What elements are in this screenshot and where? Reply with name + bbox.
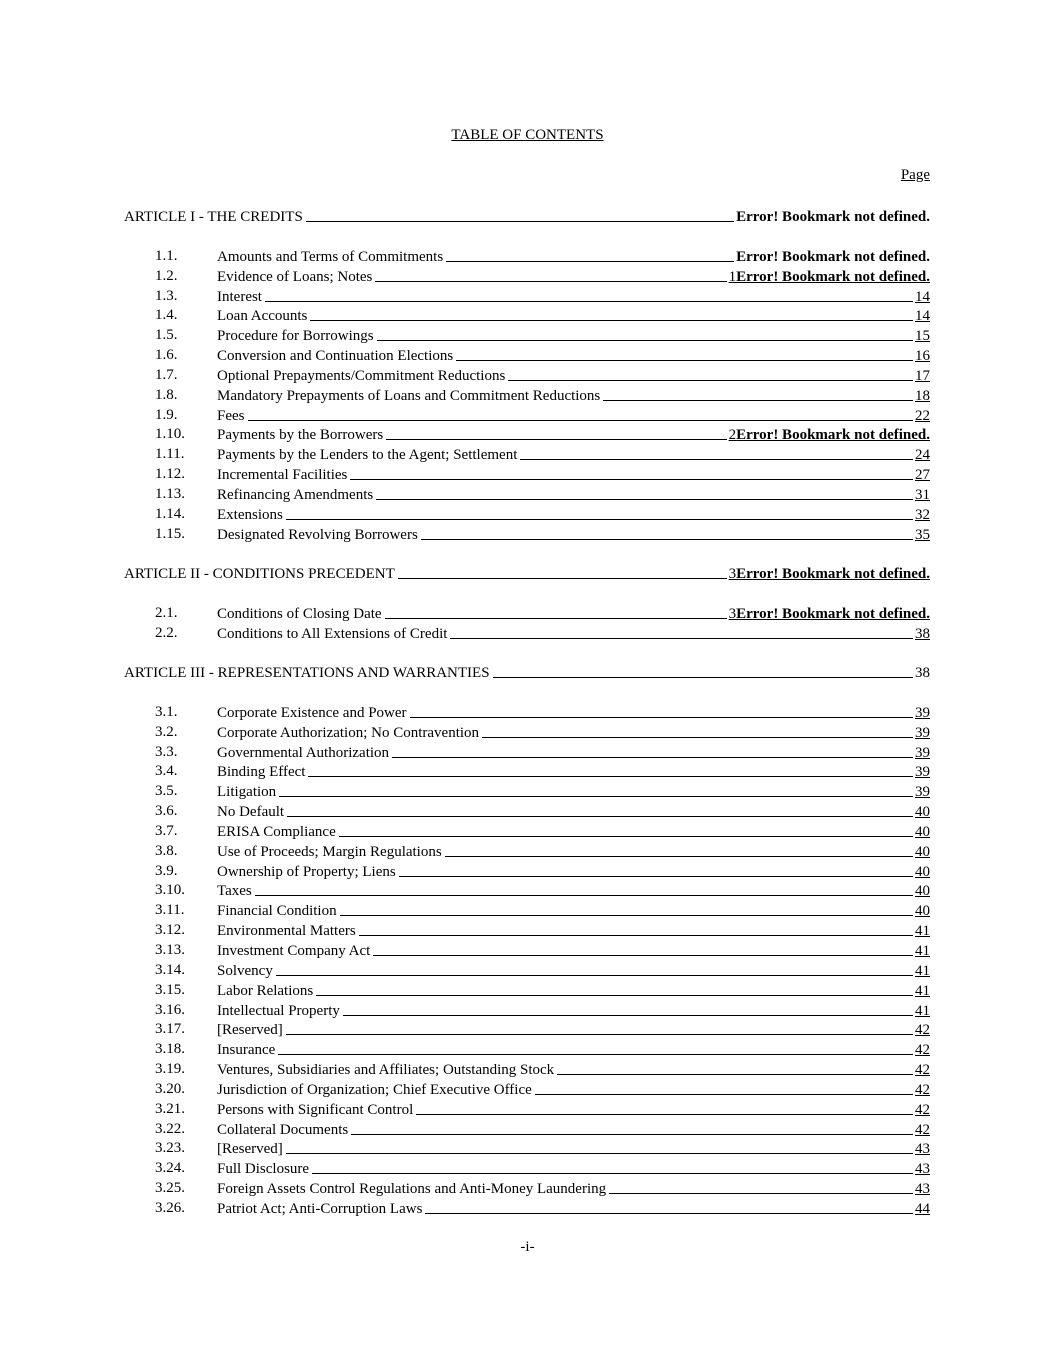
dot-leader: [421, 538, 913, 540]
article-3-sections: [124, 702, 930, 1218]
toc-entry[interactable]: [124, 900, 930, 920]
dot-leader: [287, 815, 913, 817]
toc-entry[interactable]: [124, 1000, 930, 1020]
dot-leader: [286, 518, 913, 520]
toc-entry[interactable]: [124, 742, 930, 762]
section-page: 15: [915, 328, 930, 345]
toc-entry[interactable]: [124, 920, 930, 940]
section-page: 41: [915, 982, 930, 999]
section-page: 41: [915, 942, 930, 959]
dot-leader: [248, 419, 914, 421]
section-page: 1Error! Bookmark not defined.: [728, 268, 930, 285]
toc-title: TABLE OF CONTENTS: [451, 127, 604, 143]
section-title: Loan Accounts: [217, 308, 308, 325]
section-number: 1.3.: [155, 287, 178, 304]
dot-leader: [456, 359, 913, 361]
toc-entry[interactable]: [124, 722, 930, 742]
dot-leader: [343, 1014, 913, 1016]
section-title: Procedure for Borrowings: [217, 328, 374, 345]
section-page: 18: [915, 387, 930, 404]
section-title: Corporate Authorization; No Contravention: [217, 724, 480, 741]
section-title: Conditions of Closing Date: [217, 605, 382, 622]
toc-entry[interactable]: [124, 861, 930, 881]
dot-leader: [425, 1212, 913, 1214]
section-title: Taxes: [217, 883, 252, 900]
section-number: 1.2.: [155, 267, 178, 284]
toc-entry[interactable]: [124, 266, 930, 286]
section-number: 3.18.: [155, 1041, 185, 1058]
dot-leader: [265, 300, 913, 302]
section-page: 14: [915, 308, 930, 325]
section-title: Mandatory Prepayments of Loans and Commitment Reductions: [217, 387, 601, 404]
toc-entry[interactable]: [124, 781, 930, 801]
section-number: 3.9.: [155, 862, 178, 879]
section-number: 3.20.: [155, 1080, 185, 1097]
toc-entry[interactable]: [124, 841, 930, 861]
section-title: No Default: [217, 804, 285, 821]
dot-leader: [316, 994, 913, 996]
section-page: 24: [915, 447, 930, 464]
dot-leader: [306, 220, 734, 222]
section-number: 1.4.: [155, 307, 178, 324]
section-page: 43: [915, 1181, 930, 1198]
section-page: 43: [915, 1161, 930, 1178]
section-title: Interest: [217, 288, 262, 305]
section-number: 3.14.: [155, 961, 185, 978]
toc-entry[interactable]: [124, 306, 930, 326]
toc-entry[interactable]: [124, 821, 930, 841]
section-page: 42: [915, 1062, 930, 1079]
section-page: 39: [915, 724, 930, 741]
section-page: 22: [915, 407, 930, 424]
article-3-label: ARTICLE III - REPRESENTATIONS AND WARRANTIES: [124, 665, 490, 681]
article-2-label: ARTICLE II - CONDITIONS PRECEDENT: [124, 566, 395, 582]
section-page: 40: [915, 804, 930, 821]
section-title: ERISA Compliance: [217, 823, 336, 840]
toc-entry[interactable]: [124, 1119, 930, 1139]
toc-entry[interactable]: [124, 246, 930, 266]
section-page: 40: [915, 883, 930, 900]
section-number: 3.8.: [155, 842, 178, 859]
dot-leader: [310, 319, 913, 321]
article-3-page: 38: [915, 665, 930, 681]
article-1-heading[interactable]: [124, 206, 930, 226]
dot-leader: [450, 637, 913, 639]
dot-leader: [520, 458, 913, 460]
article-1-page: Error! Bookmark not defined.: [736, 209, 930, 225]
section-number: 1.11.: [155, 446, 185, 463]
section-page: 39: [915, 784, 930, 801]
toc-entry[interactable]: [124, 603, 930, 623]
dot-leader: [398, 577, 727, 579]
section-page: 41: [915, 923, 930, 940]
toc-entry[interactable]: [124, 425, 930, 445]
section-title: Solvency: [217, 962, 273, 979]
toc-entry[interactable]: [124, 286, 930, 306]
toc-entry[interactable]: [124, 385, 930, 405]
toc-entry[interactable]: [124, 325, 930, 345]
article-1-label: ARTICLE I - THE CREDITS: [124, 209, 303, 225]
section-title: Ventures, Subsidiaries and Affiliates; Outstanding Stock: [217, 1062, 555, 1079]
toc-entry[interactable]: [124, 524, 930, 544]
dot-leader: [286, 1033, 913, 1035]
section-page: 39: [915, 704, 930, 721]
section-title: Conditions to All Extensions of Credit: [217, 625, 448, 642]
toc-entry[interactable]: [124, 345, 930, 365]
dot-leader: [416, 1113, 913, 1115]
section-number: 3.22.: [155, 1120, 185, 1137]
section-title: Binding Effect: [217, 764, 306, 781]
section-title: Payments by the Borrowers: [217, 427, 384, 444]
toc-entry[interactable]: [124, 1020, 930, 1040]
toc-entry[interactable]: [124, 762, 930, 782]
section-page: 2Error! Bookmark not defined.: [728, 427, 930, 444]
section-title: [Reserved]: [217, 1141, 283, 1158]
section-page: 40: [915, 843, 930, 860]
section-number: 3.21.: [155, 1100, 185, 1117]
section-title: Extensions: [217, 506, 283, 523]
dot-leader: [308, 775, 913, 777]
section-page: 42: [915, 1101, 930, 1118]
section-title: Designated Revolving Borrowers: [217, 526, 418, 543]
section-page: 32: [915, 506, 930, 523]
dot-leader: [410, 716, 913, 718]
section-title: Insurance: [217, 1042, 276, 1059]
section-page: Error! Bookmark not defined.: [736, 248, 930, 265]
section-number: 1.8.: [155, 386, 178, 403]
toc-entry[interactable]: [124, 405, 930, 425]
dot-leader: [255, 894, 913, 896]
toc-entry[interactable]: [124, 881, 930, 901]
section-title: Jurisdiction of Organization; Chief Executive Office: [217, 1081, 532, 1098]
toc-entry[interactable]: [124, 1198, 930, 1218]
section-title: Governmental Authorization: [217, 744, 390, 761]
section-page: 42: [915, 1042, 930, 1059]
section-page: 43: [915, 1141, 930, 1158]
toc-entry[interactable]: [124, 504, 930, 524]
toc-entry[interactable]: [124, 1139, 930, 1159]
section-number: 3.15.: [155, 981, 185, 998]
dot-leader: [339, 835, 913, 837]
section-number: 1.13.: [155, 485, 185, 502]
section-page: 3Error! Bookmark not defined.: [728, 605, 930, 622]
section-page: 41: [915, 1002, 930, 1019]
section-page: 17: [915, 367, 930, 384]
section-number: 1.10.: [155, 426, 185, 443]
section-title: Patriot Act; Anti-Corruption Laws: [217, 1200, 423, 1217]
dot-leader: [312, 1172, 913, 1174]
dot-leader: [493, 676, 913, 678]
toc-entry[interactable]: [124, 464, 930, 484]
section-title: Corporate Existence and Power: [217, 704, 407, 721]
article-2-sections: [124, 603, 930, 643]
section-title: Litigation: [217, 784, 277, 801]
toc-entry[interactable]: [124, 1059, 930, 1079]
dot-leader: [603, 399, 913, 401]
section-number: 3.5.: [155, 783, 178, 800]
dot-leader: [279, 795, 913, 797]
dot-leader: [399, 875, 913, 877]
section-title: Labor Relations: [217, 982, 314, 999]
section-number: 3.16.: [155, 1001, 185, 1018]
section-number: 3.12.: [155, 922, 185, 939]
section-number: 1.9.: [155, 406, 178, 423]
toc-entry[interactable]: [124, 702, 930, 722]
toc-entry[interactable]: [124, 960, 930, 980]
toc-entry[interactable]: [124, 1079, 930, 1099]
toc-entry[interactable]: [124, 801, 930, 821]
section-title: Environmental Matters: [217, 923, 356, 940]
article-2-page: 3Error! Bookmark not defined.: [728, 566, 930, 582]
section-title: Amounts and Terms of Commitments: [217, 248, 444, 265]
section-page: 14: [915, 288, 930, 305]
section-title: Conversion and Continuation Elections: [217, 348, 454, 365]
dot-leader: [508, 379, 913, 381]
section-page: 42: [915, 1081, 930, 1098]
section-number: 1.1.: [155, 247, 178, 264]
dot-leader: [375, 280, 726, 282]
section-page: 41: [915, 962, 930, 979]
section-page: 35: [915, 526, 930, 543]
section-page: 44: [915, 1200, 930, 1217]
section-title: Use of Proceeds; Margin Regulations: [217, 843, 442, 860]
toc-entry[interactable]: [124, 1039, 930, 1059]
toc-entry[interactable]: [124, 1099, 930, 1119]
dot-leader: [276, 974, 913, 976]
section-page: 27: [915, 467, 930, 484]
toc-entry[interactable]: [124, 1178, 930, 1198]
article-2-block: [124, 563, 930, 583]
dot-leader: [392, 756, 913, 758]
section-number: 1.7.: [155, 366, 178, 383]
dot-leader: [535, 1093, 913, 1095]
dot-leader: [351, 1133, 913, 1135]
section-number: 3.4.: [155, 763, 178, 780]
section-title: Ownership of Property; Liens: [217, 863, 396, 880]
section-number: 3.24.: [155, 1160, 185, 1177]
section-number: 3.2.: [155, 723, 178, 740]
dot-leader: [340, 914, 913, 916]
dot-leader: [609, 1192, 913, 1194]
toc-entry[interactable]: [124, 940, 930, 960]
toc-entry[interactable]: [124, 623, 930, 643]
article-3-heading[interactable]: [124, 662, 930, 682]
section-number: 2.1.: [155, 604, 178, 621]
toc-entry[interactable]: [124, 365, 930, 385]
section-number: 1.6.: [155, 347, 178, 364]
page-number: -i-: [520, 1239, 535, 1255]
dot-leader: [376, 498, 913, 500]
section-number: 3.1.: [155, 703, 178, 720]
section-title: Persons with Significant Control: [217, 1101, 414, 1118]
section-title: [Reserved]: [217, 1022, 283, 1039]
section-title: Financial Condition: [217, 903, 337, 920]
dot-leader: [482, 736, 913, 738]
section-page: 38: [915, 625, 930, 642]
section-page: 40: [915, 903, 930, 920]
dot-leader: [350, 478, 913, 480]
dot-leader: [446, 260, 734, 262]
section-number: 1.5.: [155, 327, 178, 344]
dot-leader: [377, 339, 913, 341]
section-number: 1.15.: [155, 525, 185, 542]
article-3-block: [124, 662, 930, 682]
section-page: 39: [915, 764, 930, 781]
dot-leader: [278, 1053, 913, 1055]
section-title: Evidence of Loans; Notes: [217, 268, 373, 285]
section-page: 31: [915, 486, 930, 503]
section-title: Investment Company Act: [217, 942, 371, 959]
section-page: 40: [915, 863, 930, 880]
section-title: Foreign Assets Control Regulations and Anti-Money Laundering: [217, 1181, 607, 1198]
section-number: 3.13.: [155, 941, 185, 958]
toc-entry[interactable]: [124, 444, 930, 464]
section-number: 2.2.: [155, 624, 178, 641]
section-title: Fees: [217, 407, 245, 424]
section-page: 40: [915, 823, 930, 840]
dot-leader: [359, 934, 913, 936]
article-1-sections: [124, 246, 930, 544]
section-number: 3.6.: [155, 803, 178, 820]
dot-leader: [385, 617, 727, 619]
toc-entry[interactable]: [124, 484, 930, 504]
section-title: Full Disclosure: [217, 1161, 310, 1178]
section-number: 3.25.: [155, 1180, 185, 1197]
section-title: Refinancing Amendments: [217, 486, 374, 503]
section-number: 3.7.: [155, 822, 178, 839]
section-page: 16: [915, 348, 930, 365]
section-number: 3.11.: [155, 902, 185, 919]
section-number: 1.14.: [155, 505, 185, 522]
section-number: 3.26.: [155, 1199, 185, 1216]
section-title: Optional Prepayments/Commitment Reductions: [217, 367, 506, 384]
section-page: 39: [915, 744, 930, 761]
section-number: 3.3.: [155, 743, 178, 760]
section-number: 1.12.: [155, 466, 185, 483]
toc-entry[interactable]: [124, 980, 930, 1000]
dot-leader: [557, 1073, 913, 1075]
section-number: 3.10.: [155, 882, 185, 899]
article-1-block: [124, 206, 930, 226]
section-number: 3.17.: [155, 1021, 185, 1038]
page-column-label: Page: [900, 167, 930, 183]
dot-leader: [445, 855, 913, 857]
section-title: Incremental Facilities: [217, 467, 348, 484]
article-2-heading[interactable]: [124, 563, 930, 583]
dot-leader: [286, 1152, 913, 1154]
section-title: Collateral Documents: [217, 1121, 349, 1138]
dot-leader: [373, 954, 913, 956]
section-title: Intellectual Property: [217, 1002, 340, 1019]
section-page: 42: [915, 1121, 930, 1138]
dot-leader: [386, 438, 726, 440]
section-title: Payments by the Lenders to the Agent; Settlement: [217, 447, 518, 464]
toc-entry[interactable]: [124, 1158, 930, 1178]
section-page: 42: [915, 1022, 930, 1039]
section-number: 3.19.: [155, 1061, 185, 1078]
section-number: 3.23.: [155, 1140, 185, 1157]
